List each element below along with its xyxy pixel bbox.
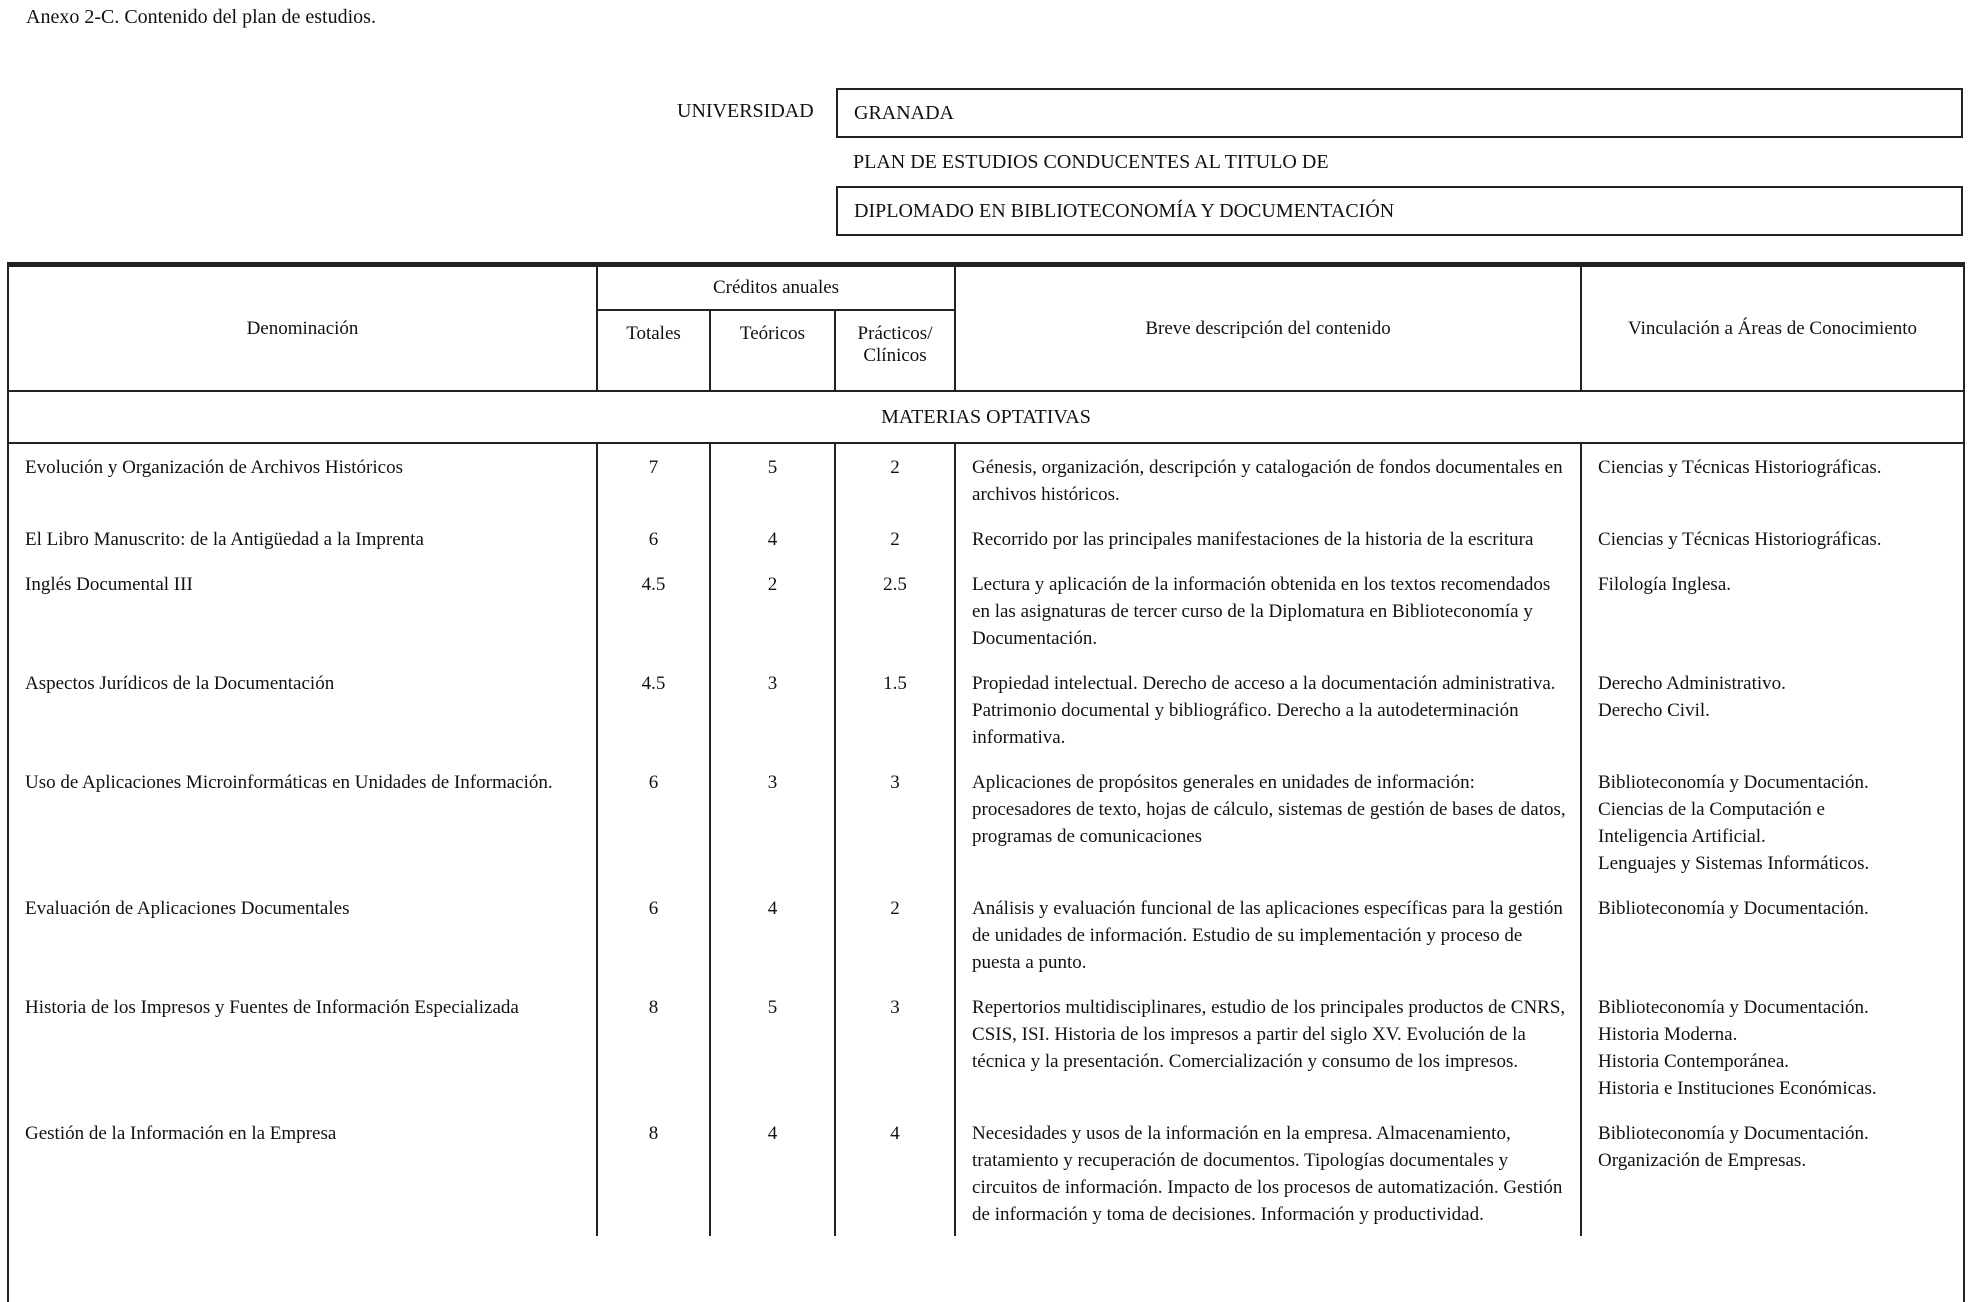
row-practicos: 1.5 xyxy=(835,660,955,759)
row-descripcion: Génesis, organización, descripción y catalogación de fondos documentales en archivos históricos. xyxy=(955,443,1581,516)
row-teoricos: 5 xyxy=(710,984,835,1110)
row-teoricos: 4 xyxy=(710,1110,835,1236)
row-teoricos: 3 xyxy=(710,759,835,885)
row-descripcion: Repertorios multidisciplinares, estudio de los principales productos de CNRS, CSIS, ISI. Historia de los impresos a partir del siglo XV. Evolución de la técnica y la presentación. Comercialización y consumo de los impresos. xyxy=(955,984,1581,1110)
row-practicos: 3 xyxy=(835,984,955,1110)
courses-table xyxy=(7,262,1965,1302)
header-creditos: Créditos anuales xyxy=(597,266,955,310)
row-denominacion: Evolución y Organización de Archivos Históricos xyxy=(9,443,597,516)
row-practicos: 2 xyxy=(835,443,955,516)
header-practicos: Prácticos/ Clínicos xyxy=(835,310,955,391)
row-areas: Biblioteconomía y Documentación. Ciencias de la Computación e Inteligencia Artificial. Lenguajes y Sistemas Informáticos. xyxy=(1598,772,1870,874)
header-descripcion: Breve descripción del contenido xyxy=(955,266,1581,391)
row-totales: 4.5 xyxy=(597,561,710,660)
materias-table xyxy=(9,265,1963,1236)
row-totales: 4.5 xyxy=(597,660,710,759)
header-teoricos: Teóricos xyxy=(710,310,835,391)
table-row xyxy=(9,759,1963,885)
row-totales: 8 xyxy=(597,984,710,1110)
row-denominacion: Gestión de la Información en la Empresa xyxy=(9,1110,597,1236)
table-row xyxy=(9,984,1963,1110)
row-descripcion: Lectura y aplicación de la información obtenida en los textos recomendados en las asignaturas de tercer curso de la Diplomatura en Biblioteconomía y Documentación. xyxy=(955,561,1581,660)
table-row xyxy=(9,885,1963,984)
university-value: GRANADA xyxy=(854,101,954,124)
row-denominacion: El Libro Manuscrito: de la Antigüedad a la Imprenta xyxy=(9,516,597,561)
row-totales: 7 xyxy=(597,443,710,516)
table-body xyxy=(9,443,1963,1236)
table-row xyxy=(9,516,1963,561)
row-areas: Derecho Administrativo. Derecho Civil. xyxy=(1598,673,1786,721)
university-label: UNIVERSIDAD xyxy=(677,100,814,122)
row-areas: Biblioteconomía y Documentación. Historia Moderna. Historia Contemporánea. Historia e Instituciones Económicas. xyxy=(1598,997,1877,1099)
row-descripcion: Propiedad intelectual. Derecho de acceso a la documentación administrativa. Patrimonio documental y bibliográfico. Derecho a la autodeterminación informativa. xyxy=(955,660,1581,759)
row-totales: 8 xyxy=(597,1110,710,1236)
table-row xyxy=(9,1110,1963,1236)
row-denominacion: Aspectos Jurídicos de la Documentación xyxy=(9,660,597,759)
row-practicos: 2 xyxy=(835,516,955,561)
degree-title-box xyxy=(836,186,1963,236)
row-descripcion: Análisis y evaluación funcional de las aplicaciones específicas para la gestión de unidades de información. Estudio de su implementación y proceso de puesta a punto. xyxy=(955,885,1581,984)
row-areas: Ciencias y Técnicas Historiográficas. xyxy=(1598,457,1882,478)
section-title: MATERIAS OPTATIVAS xyxy=(9,391,1963,443)
row-teoricos: 3 xyxy=(710,660,835,759)
university-box xyxy=(836,88,1963,138)
row-denominacion: Historia de los Impresos y Fuentes de Información Especializada xyxy=(9,984,597,1110)
row-denominacion: Evaluación de Aplicaciones Documentales xyxy=(9,885,597,984)
row-descripcion: Recorrido por las principales manifestaciones de la historia de la escritura xyxy=(955,516,1581,561)
row-totales: 6 xyxy=(597,885,710,984)
table-row xyxy=(9,660,1963,759)
row-totales: 6 xyxy=(597,759,710,885)
row-denominacion: Uso de Aplicaciones Microinformáticas en Unidades de Información. xyxy=(9,759,597,885)
row-descripcion: Necesidades y usos de la información en la empresa. Almacenamiento, tratamiento y recuperación de documentos. Tipologías documentales y circuitos de información. Impacto de los procesos de automatización. Gestión de información y toma de decisiones. Información y productividad. xyxy=(955,1110,1581,1236)
row-denominacion: Inglés Documental III xyxy=(9,561,597,660)
table-row xyxy=(9,561,1963,660)
degree-title: DIPLOMADO EN BIBLIOTECONOMÍA Y DOCUMENTACIÓN xyxy=(854,199,1395,222)
table-row xyxy=(9,443,1963,516)
plan-label: PLAN DE ESTUDIOS CONDUCENTES AL TITULO DE xyxy=(853,151,1329,173)
row-practicos: 2.5 xyxy=(835,561,955,660)
row-areas: Biblioteconomía y Documentación. Organización de Empresas. xyxy=(1598,1123,1869,1171)
row-teoricos: 4 xyxy=(710,885,835,984)
row-areas: Filología Inglesa. xyxy=(1598,574,1732,595)
header-denominacion: Denominación xyxy=(9,266,597,391)
row-areas: Biblioteconomía y Documentación. xyxy=(1598,898,1869,919)
row-areas: Ciencias y Técnicas Historiográficas. xyxy=(1598,529,1882,550)
row-practicos: 2 xyxy=(835,885,955,984)
row-descripcion: Aplicaciones de propósitos generales en unidades de información: procesadores de texto, hojas de cálculo, sistemas de gestión de bases de datos, programas de comunicaciones xyxy=(955,759,1581,885)
row-teoricos: 2 xyxy=(710,561,835,660)
header-totales: Totales xyxy=(597,310,710,391)
annex-title: Anexo 2-C. Contenido del plan de estudios. xyxy=(26,6,376,28)
row-teoricos: 4 xyxy=(710,516,835,561)
row-practicos: 4 xyxy=(835,1110,955,1236)
header-vinculacion: Vinculación a Áreas de Conocimiento xyxy=(1581,266,1963,391)
row-practicos: 3 xyxy=(835,759,955,885)
row-totales: 6 xyxy=(597,516,710,561)
row-teoricos: 5 xyxy=(710,443,835,516)
